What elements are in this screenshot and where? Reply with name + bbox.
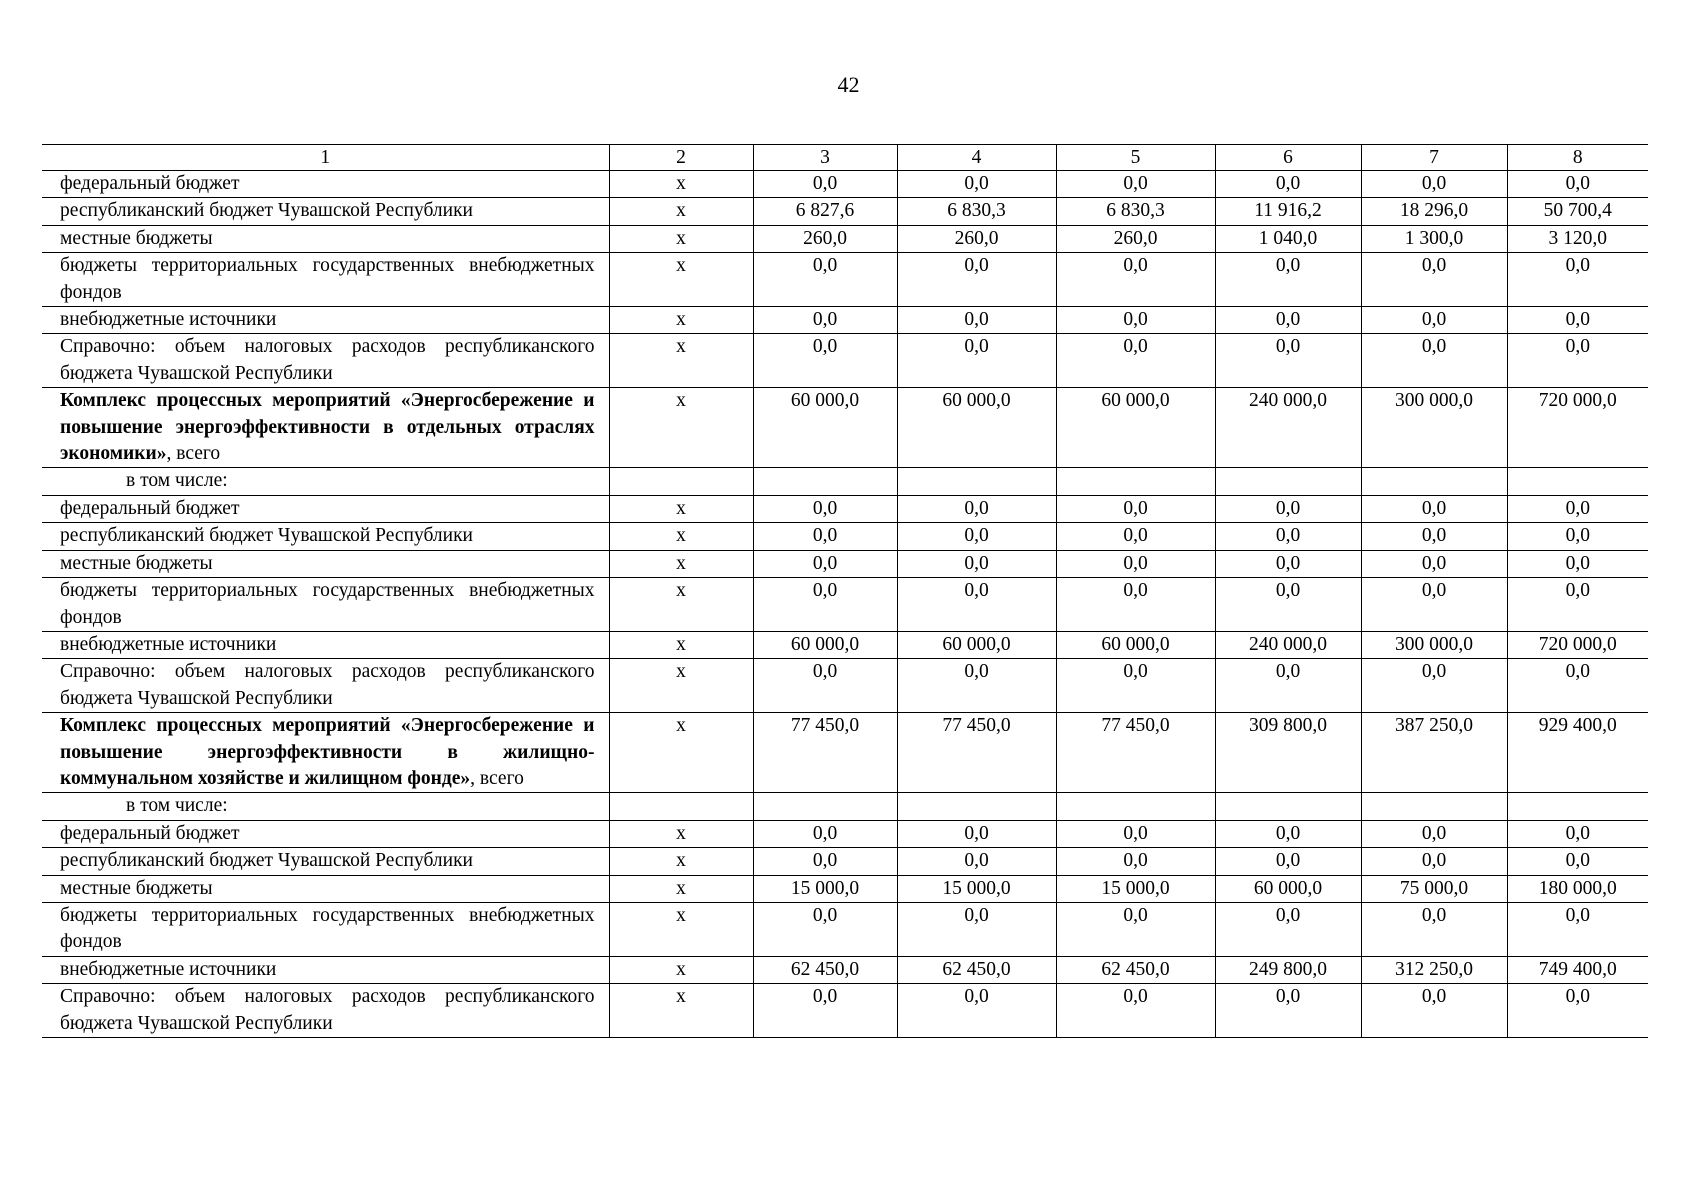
value-cell: 0,0 [1507,523,1648,550]
value-cell: 260,0 [1056,225,1215,252]
row-label [42,713,609,793]
table-row [42,468,1648,495]
value-cell: 77 450,0 [897,713,1056,793]
value-cell: 0,0 [1215,659,1361,713]
value-cell: 0,0 [1361,659,1507,713]
value-cell: 0,0 [1507,902,1648,956]
value-cell: 50 700,4 [1507,198,1648,225]
value-cell: 60 000,0 [897,631,1056,658]
value-cell: 0,0 [1056,523,1215,550]
value-cell: 0,0 [1056,550,1215,577]
value-cell: 60 000,0 [1056,388,1215,468]
value-cell: 11 916,2 [1215,198,1361,225]
value-cell [1056,793,1215,820]
row-label: Справочно: объем налоговых расходов республиканского бюджета Чувашской Республики [42,659,609,713]
value-cell: 1 040,0 [1215,225,1361,252]
table-row [42,578,1648,632]
row-label: бюджеты территориальных государственных внебюджетных фондов [42,902,609,956]
table-row [42,956,1648,983]
value-cell: 0,0 [1215,550,1361,577]
value-cell [1361,793,1507,820]
value-cell: 0,0 [1361,523,1507,550]
value-cell: 0,0 [1361,848,1507,875]
value-cell: 0,0 [753,171,897,198]
row-code-cell: х [609,307,753,334]
table-row [42,307,1648,334]
row-label: внебюджетные источники [42,956,609,983]
value-cell: 0,0 [753,307,897,334]
value-cell: 0,0 [897,984,1056,1038]
row-code-cell: х [609,550,753,577]
value-cell: 0,0 [897,253,1056,307]
table-row [42,253,1648,307]
row-code-cell [609,468,753,495]
value-cell: 0,0 [753,902,897,956]
row-code-cell: х [609,713,753,793]
page-number: 42 [837,72,860,97]
row-code-cell: х [609,388,753,468]
value-cell: 0,0 [897,171,1056,198]
value-cell: 749 400,0 [1507,956,1648,983]
value-cell [1056,468,1215,495]
row-label: местные бюджеты [42,550,609,577]
value-cell: 0,0 [1507,495,1648,522]
value-cell: 6 830,3 [897,198,1056,225]
value-cell: 6 830,3 [1056,198,1215,225]
value-cell: 0,0 [1215,334,1361,388]
value-cell: 0,0 [753,334,897,388]
row-label: в том числе: [42,793,609,820]
row-code-cell: х [609,848,753,875]
value-cell: 0,0 [1056,578,1215,632]
value-cell [753,793,897,820]
row-code-cell: х [609,171,753,198]
table-row [42,550,1648,577]
value-cell: 180 000,0 [1507,875,1648,902]
table-row [42,334,1648,388]
value-cell: 0,0 [1056,171,1215,198]
value-cell: 60 000,0 [753,388,897,468]
value-cell: 0,0 [1056,253,1215,307]
value-cell: 0,0 [753,659,897,713]
row-label: внебюджетные источники [42,307,609,334]
value-cell: 0,0 [753,820,897,847]
row-label: федеральный бюджет [42,820,609,847]
value-cell: 0,0 [1056,659,1215,713]
value-cell: 0,0 [1361,984,1507,1038]
value-cell: 0,0 [1215,848,1361,875]
value-cell: 0,0 [1361,820,1507,847]
table-row [42,820,1648,847]
row-code-cell: х [609,495,753,522]
row-code-cell: х [609,820,753,847]
value-cell: 60 000,0 [1215,875,1361,902]
value-cell: 0,0 [1361,902,1507,956]
value-cell: 0,0 [1361,550,1507,577]
value-cell: 300 000,0 [1361,631,1507,658]
table-row [42,713,1648,793]
value-cell: 3 120,0 [1507,225,1648,252]
table-row [42,171,1648,198]
value-cell: 0,0 [897,307,1056,334]
value-cell: 0,0 [753,253,897,307]
value-cell: 60 000,0 [897,388,1056,468]
value-cell: 0,0 [753,848,897,875]
row-code-cell [609,793,753,820]
table-row [42,984,1648,1038]
value-cell: 0,0 [1361,495,1507,522]
table-row [42,902,1648,956]
value-cell: 0,0 [1215,171,1361,198]
row-label: республиканский бюджет Чувашской Республики [42,198,609,225]
budget-table [42,144,1648,1038]
table-row [42,875,1648,902]
row-label-suffix: , всего [166,443,221,465]
value-cell: 15 000,0 [753,875,897,902]
column-number-header: 7 [1361,145,1507,171]
value-cell [1215,793,1361,820]
value-cell: 309 800,0 [1215,713,1361,793]
value-cell: 0,0 [897,659,1056,713]
value-cell: 0,0 [753,550,897,577]
value-cell: 0,0 [1507,848,1648,875]
value-cell: 0,0 [1215,307,1361,334]
value-cell: 0,0 [1056,984,1215,1038]
row-label: в том числе: [42,468,609,495]
row-label-bold: Комплекс процессных мероприятий «Энергосбережение и повышение энергоэффективности в жилищно-коммунальном хозяйстве и жилищном фонде» [60,715,595,789]
value-cell: 0,0 [897,523,1056,550]
row-code-cell: х [609,578,753,632]
value-cell: 0,0 [1507,334,1648,388]
table-row [42,659,1648,713]
value-cell: 0,0 [753,523,897,550]
table-row [42,848,1648,875]
row-label: внебюджетные источники [42,631,609,658]
value-cell: 0,0 [1507,550,1648,577]
value-cell: 240 000,0 [1215,631,1361,658]
value-cell: 0,0 [1056,307,1215,334]
value-cell: 0,0 [1056,495,1215,522]
row-label: местные бюджеты [42,875,609,902]
row-code-cell: х [609,875,753,902]
value-cell: 0,0 [753,495,897,522]
value-cell: 0,0 [897,550,1056,577]
value-cell: 60 000,0 [753,631,897,658]
value-cell: 62 450,0 [1056,956,1215,983]
value-cell: 15 000,0 [1056,875,1215,902]
value-cell [897,468,1056,495]
value-cell: 0,0 [1507,253,1648,307]
row-label: федеральный бюджет [42,171,609,198]
value-cell: 60 000,0 [1056,631,1215,658]
row-label: бюджеты территориальных государственных внебюджетных фондов [42,253,609,307]
value-cell: 300 000,0 [1361,388,1507,468]
value-cell: 0,0 [1215,253,1361,307]
row-code-cell: х [609,902,753,956]
value-cell: 312 250,0 [1361,956,1507,983]
row-code-cell: х [609,253,753,307]
value-cell: 0,0 [1056,334,1215,388]
value-cell: 0,0 [1215,578,1361,632]
value-cell: 6 827,6 [753,198,897,225]
value-cell: 387 250,0 [1361,713,1507,793]
column-number-header: 8 [1507,145,1648,171]
value-cell: 1 300,0 [1361,225,1507,252]
row-code-cell: х [609,984,753,1038]
row-label: местные бюджеты [42,225,609,252]
value-cell: 62 450,0 [897,956,1056,983]
column-number-header: 1 [42,145,609,171]
value-cell: 0,0 [1215,820,1361,847]
value-cell: 0,0 [753,984,897,1038]
row-label: федеральный бюджет [42,495,609,522]
column-number-header: 2 [609,145,753,171]
value-cell: 77 450,0 [753,713,897,793]
row-label: Справочно: объем налоговых расходов республиканского бюджета Чувашской Республики [42,334,609,388]
value-cell: 929 400,0 [1507,713,1648,793]
value-cell: 0,0 [1507,659,1648,713]
value-cell: 0,0 [897,820,1056,847]
row-label: республиканский бюджет Чувашской Республики [42,523,609,550]
row-label [42,388,609,468]
table-row [42,495,1648,522]
table-row [42,523,1648,550]
value-cell: 0,0 [1215,902,1361,956]
value-cell: 18 296,0 [1361,198,1507,225]
value-cell: 0,0 [1361,334,1507,388]
row-code-cell: х [609,198,753,225]
table-row [42,631,1648,658]
value-cell: 0,0 [1507,984,1648,1038]
value-cell [897,793,1056,820]
value-cell: 240 000,0 [1215,388,1361,468]
value-cell: 0,0 [1361,171,1507,198]
value-cell: 720 000,0 [1507,631,1648,658]
table-row [42,198,1648,225]
value-cell: 0,0 [897,495,1056,522]
row-code-cell: х [609,523,753,550]
value-cell [1507,793,1648,820]
value-cell: 62 450,0 [753,956,897,983]
value-cell: 15 000,0 [897,875,1056,902]
value-cell: 0,0 [1507,820,1648,847]
row-label: бюджеты территориальных государственных внебюджетных фондов [42,578,609,632]
value-cell: 75 000,0 [1361,875,1507,902]
value-cell: 0,0 [1215,984,1361,1038]
value-cell: 0,0 [897,902,1056,956]
value-cell: 0,0 [1507,171,1648,198]
value-cell [1215,468,1361,495]
value-cell [1507,468,1648,495]
value-cell: 260,0 [753,225,897,252]
value-cell: 0,0 [897,848,1056,875]
value-cell: 0,0 [1507,307,1648,334]
value-cell: 260,0 [897,225,1056,252]
column-number-header: 4 [897,145,1056,171]
row-code-cell: х [609,334,753,388]
value-cell: 0,0 [897,334,1056,388]
table-row [42,225,1648,252]
row-label: республиканский бюджет Чувашской Республики [42,848,609,875]
value-cell: 0,0 [1056,820,1215,847]
value-cell: 0,0 [1056,848,1215,875]
column-number-header: 6 [1215,145,1361,171]
row-label-suffix: , всего [470,767,524,789]
value-cell: 0,0 [1361,307,1507,334]
value-cell: 0,0 [1056,902,1215,956]
value-cell: 0,0 [1507,578,1648,632]
row-label-bold: Комплекс процессных мероприятий «Энергосбережение и повышение энергоэффективности в отдельных отраслях экономики» [60,390,595,465]
value-cell [1361,468,1507,495]
column-number-header: 5 [1056,145,1215,171]
table-row [42,793,1648,820]
value-cell: 0,0 [897,578,1056,632]
row-code-cell: х [609,631,753,658]
value-cell [753,468,897,495]
value-cell: 0,0 [753,578,897,632]
row-label: Справочно: объем налоговых расходов республиканского бюджета Чувашской Республики [42,984,609,1038]
value-cell: 0,0 [1361,578,1507,632]
value-cell: 249 800,0 [1215,956,1361,983]
row-code-cell: х [609,956,753,983]
column-number-header: 3 [753,145,897,171]
value-cell: 77 450,0 [1056,713,1215,793]
table-header-row [42,145,1648,171]
row-code-cell: х [609,659,753,713]
value-cell: 720 000,0 [1507,388,1648,468]
value-cell: 0,0 [1215,495,1361,522]
row-code-cell: х [609,225,753,252]
table-row [42,388,1648,468]
value-cell: 0,0 [1361,253,1507,307]
value-cell: 0,0 [1215,523,1361,550]
